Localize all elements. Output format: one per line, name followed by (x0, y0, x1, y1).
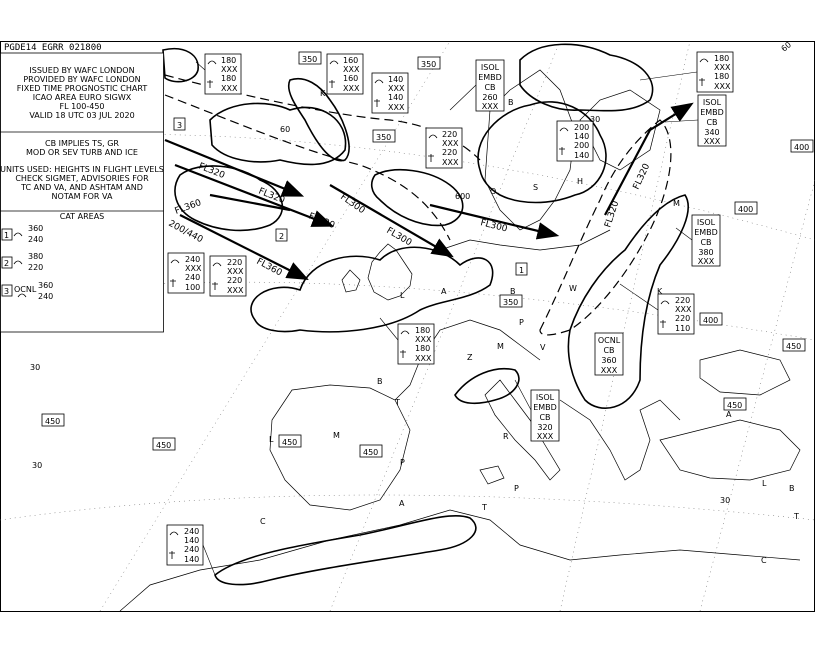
city-letter: W (569, 284, 577, 293)
cb-box (595, 333, 623, 375)
turb-line: 140 (388, 75, 404, 84)
cb-area-north-africa (215, 516, 476, 585)
turb-line: 220 (675, 314, 691, 323)
legend-line: FL 100-450 (59, 102, 105, 111)
city-letter: S (533, 183, 539, 192)
turb-line: XXX (388, 84, 405, 93)
tropopause-box (153, 438, 175, 450)
grid-label: 30 (30, 363, 41, 372)
jet-label: 200/440 (166, 218, 205, 246)
cb-line: CB (706, 118, 718, 127)
cb-line: 380 (698, 248, 714, 257)
turb-line: 160 (343, 74, 359, 83)
cb-line: 320 (537, 423, 553, 432)
turb-line: 200 (574, 123, 590, 132)
turb-line: 180 (221, 56, 237, 65)
turb-line: 240 (185, 273, 201, 282)
legend-line: TC AND VA, AND ASHTAM AND (21, 183, 143, 192)
cb-line: XXX (600, 366, 618, 375)
tropopause-value: 450 (363, 448, 379, 457)
legend-line: PROVIDED BY WAFC LONDON (23, 75, 141, 84)
city-letter: P (519, 318, 524, 327)
jet-label: FL320 (306, 211, 337, 232)
turb-box (167, 525, 203, 565)
city-letter: B (377, 377, 383, 386)
turb-box (697, 52, 733, 92)
cb-line: EMBD (533, 403, 557, 412)
jet-label: FL360 (173, 198, 203, 217)
turb-line: 140 (184, 536, 200, 545)
city-letter: Z (467, 353, 473, 362)
jet-label: FL300 (384, 225, 414, 249)
cat-base: 240 (38, 292, 54, 301)
legend-line: VALID 18 UTC 03 JUL 2020 (29, 111, 135, 120)
turb-line: XXX (227, 286, 244, 295)
turb-line: 240 (185, 255, 201, 264)
tropopause-box (500, 295, 522, 307)
cb-line: XXX (536, 432, 554, 441)
cb-line: ISOL (480, 63, 500, 72)
turb-line: XXX (415, 335, 432, 344)
tropopause-value: 400 (703, 316, 719, 325)
tropopause-value: 450 (786, 342, 802, 351)
city-letter: T (395, 398, 400, 407)
tropopause-value: 450 (727, 401, 743, 410)
legend-issued-block (17, 66, 148, 120)
grid-label: 30 (32, 461, 43, 470)
tropopause-box (783, 339, 805, 351)
cb-boxes (476, 60, 726, 441)
legend-line: NOTAM FOR VA (51, 192, 113, 201)
cb-line: EMBD (694, 228, 718, 237)
turb-line: 140 (184, 555, 200, 564)
cb-box (531, 390, 559, 441)
cat-base: 220 (28, 263, 44, 272)
turb-line: 240 (184, 545, 200, 554)
turb-line: XXX (388, 103, 405, 112)
turb-line: XXX (343, 65, 360, 74)
turb-line: 180 (714, 54, 730, 63)
cb-line: EMBD (478, 73, 502, 82)
turb-line: 220 (227, 276, 243, 285)
city-letter: L (762, 479, 767, 488)
tropopause-box (724, 398, 746, 410)
turb-box (205, 54, 241, 94)
grid-label: 30 (590, 115, 601, 124)
tropopause-box (418, 57, 440, 69)
grid-label: 60 (779, 40, 794, 54)
grid-label: 600 (455, 192, 471, 201)
turb-box (398, 324, 434, 364)
turb-box (557, 121, 593, 161)
turb-line: XXX (343, 84, 360, 93)
cb-line: 260 (482, 93, 498, 102)
tropopause-box (700, 313, 722, 325)
cb-box (692, 215, 720, 266)
cb-line: CB (484, 83, 496, 92)
jet-label: FL320 (603, 199, 622, 229)
cb-line: OCNL (597, 336, 621, 345)
turb-line: 140 (574, 132, 590, 141)
cb-line: ISOL (696, 218, 716, 227)
cb-area-north-sea (251, 247, 493, 332)
cat-id: 1 (4, 231, 10, 240)
city-letter: T (794, 512, 799, 521)
jet-label: FL300 (479, 218, 509, 235)
cat-base: 240 (28, 235, 44, 244)
turb-box (426, 128, 462, 168)
city-letter: L (400, 291, 405, 300)
cb-line: 340 (704, 128, 720, 137)
turb-line: XXX (675, 305, 692, 314)
cb-line: XXX (481, 102, 499, 111)
tropopause-box (360, 445, 382, 457)
city-letter: C (761, 556, 767, 565)
tropopause-box (42, 414, 64, 426)
cb-line: 360 (601, 356, 617, 365)
cb-line: ISOL (535, 393, 555, 402)
turb-box (372, 73, 408, 113)
tropopause-box (299, 52, 321, 64)
city-letter: B (508, 98, 514, 107)
city-letter: C (260, 517, 266, 526)
cat-top: 360 (38, 281, 54, 290)
turb-line: 220 (442, 130, 458, 139)
turb-line: 200 (574, 141, 590, 150)
turb-line: 180 (415, 344, 431, 353)
turb-boxes (167, 52, 733, 565)
cat-id: 3 (4, 287, 10, 296)
turb-box (327, 54, 363, 94)
cat-frequency: OCNL (14, 285, 37, 294)
cb-area-west (163, 49, 198, 82)
turb-line: XXX (442, 158, 459, 167)
turb-line: XXX (221, 84, 238, 93)
turb-line: 100 (185, 283, 201, 292)
turb-line: XXX (185, 264, 202, 273)
city-letter: M (333, 431, 340, 440)
cb-area-italy (455, 369, 519, 404)
legend-line: ISSUED BY WAFC LONDON (29, 66, 135, 75)
turb-line: 160 (343, 56, 359, 65)
city-letter: V (540, 343, 546, 352)
cat-top: 380 (28, 252, 44, 261)
cb-line: XXX (697, 257, 715, 266)
city-letter: P (514, 484, 519, 493)
city-letter: T (482, 503, 487, 512)
cb-areas (163, 44, 691, 584)
cb-line: CB (700, 238, 712, 247)
tropopause-value: 350 (376, 133, 392, 142)
cb-line: CB (603, 346, 615, 355)
cat-marker: 1 (519, 266, 525, 275)
turb-line: 110 (675, 324, 691, 333)
turb-line: 140 (388, 93, 404, 102)
turb-line: XXX (227, 267, 244, 276)
cb-box (476, 60, 504, 111)
cat-id: 2 (4, 259, 10, 268)
city-letter: R (503, 432, 509, 441)
grid-label: 60 (280, 125, 291, 134)
cb-line: ISOL (702, 98, 722, 107)
turb-line: 220 (227, 258, 243, 267)
city-letter: A (726, 410, 732, 419)
city-letter: K (320, 89, 326, 98)
city-letter: L (269, 435, 274, 444)
tropopause-box (373, 130, 395, 142)
turb-box (210, 256, 246, 296)
city-letter: O (490, 187, 497, 196)
jet-label: FL320 (256, 186, 287, 207)
city-letter: A (399, 499, 405, 508)
jet-label: FL300 (338, 192, 367, 217)
turb-box (658, 294, 694, 334)
cat-marker: 3 (177, 121, 183, 130)
tropopause-value: 450 (45, 417, 61, 426)
cb-box (698, 95, 726, 146)
grid-label: 30 (720, 496, 731, 505)
city-letter: A (441, 287, 447, 296)
legend-line: UNITS USED: HEIGHTS IN FLIGHT LEVELS (0, 165, 164, 174)
legend-line: CB IMPLIES TS, GR (44, 139, 120, 148)
tropopause-box (279, 435, 301, 447)
turb-line: 180 (714, 72, 730, 81)
legend-line: CHECK SIGMET, ADVISORIES FOR (15, 174, 149, 183)
cat-top: 360 (28, 224, 44, 233)
tropopause-value: 350 (421, 60, 437, 69)
turb-box (168, 253, 204, 293)
jet-label: FL360 (254, 256, 284, 279)
cat-marker: 2 (279, 232, 285, 241)
turb-line: XXX (415, 354, 432, 363)
tropopause-box (735, 202, 757, 214)
city-letter: P (400, 458, 405, 467)
turb-line: 180 (221, 74, 237, 83)
turb-line: 220 (442, 148, 458, 157)
tropopause-value: 350 (503, 298, 519, 307)
jet-label: FL320 (631, 162, 653, 192)
tropopause-value: 450 (282, 438, 298, 447)
cb-line: CB (539, 413, 551, 422)
cb-line: XXX (703, 137, 721, 146)
chart-id-label: PGDE14 EGRR 021800 (4, 43, 102, 53)
cb-area-norway-sea (520, 44, 653, 110)
city-letter: B (510, 287, 516, 296)
turb-line: XXX (714, 63, 731, 72)
turb-line: XXX (714, 82, 731, 91)
city-letter: H (577, 177, 584, 186)
tropopause-value: 350 (302, 55, 318, 64)
city-letter: K (657, 287, 663, 296)
city-letter: B (789, 484, 795, 493)
cb-line: EMBD (700, 108, 724, 117)
turb-line: XXX (221, 65, 238, 74)
turb-line: XXX (442, 139, 459, 148)
legend-panel (0, 53, 164, 332)
legend-line: ICAO AREA EURO SIGWX (32, 93, 132, 102)
tropopause-value: 400 (738, 205, 754, 214)
tropopause-box (791, 140, 813, 152)
turb-line: 240 (184, 527, 200, 536)
city-letter: M (497, 342, 504, 351)
legend-line: MOD OR SEV TURB AND ICE (26, 148, 138, 157)
cat-areas-title: CAT AREAS (59, 212, 105, 221)
city-letter: M (673, 199, 680, 208)
turb-line: 220 (675, 296, 691, 305)
jet-label: FL320 (196, 161, 227, 182)
tropopause-value: 400 (794, 143, 810, 152)
turb-line: 180 (415, 326, 431, 335)
tropopause-value: 450 (156, 441, 172, 450)
legend-line: FIXED TIME PROGNOSTIC CHART (16, 84, 148, 93)
turb-line: 140 (574, 151, 590, 160)
